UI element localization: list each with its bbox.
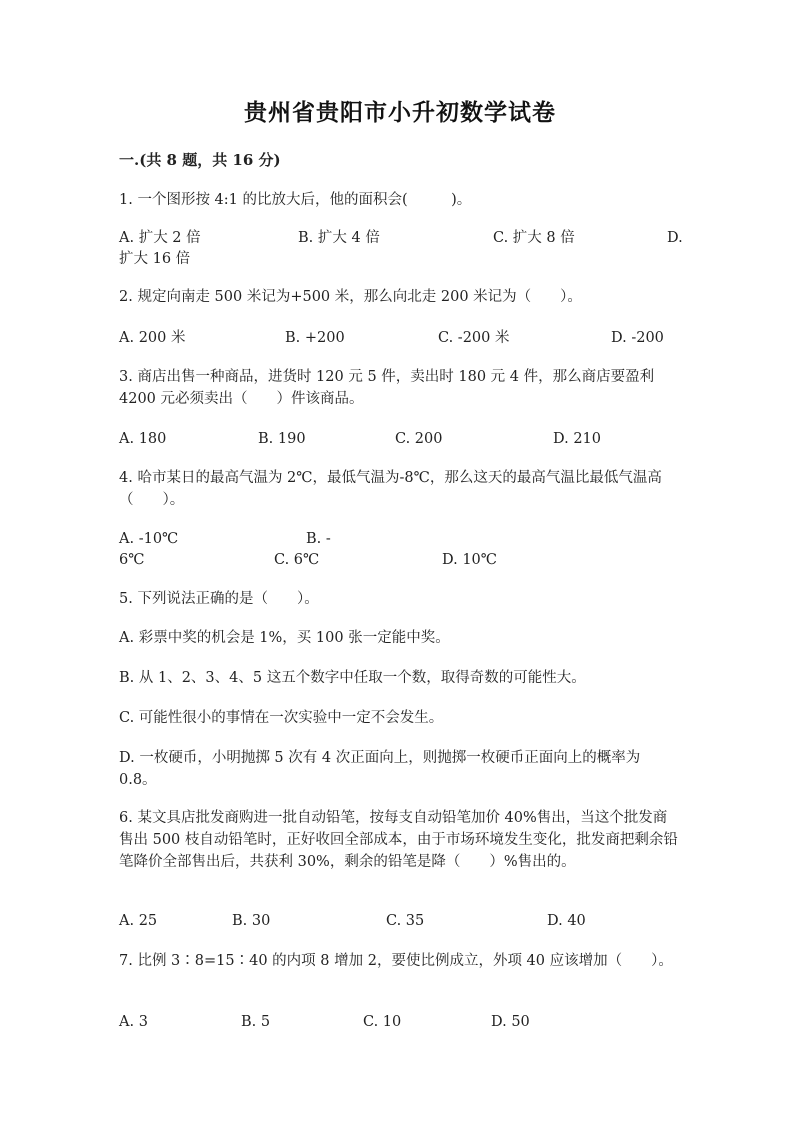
question-7-option-c: C. 10 [363, 1014, 402, 1030]
question-7-option-d: D. 50 [491, 1014, 530, 1030]
question-3-option-d: D. 210 [553, 431, 602, 447]
question-7-option-a: A. 3 [119, 1014, 148, 1030]
question-1-option-b: B. 扩大 4 倍 [298, 230, 380, 246]
section-header: 一.(共 8 题，共 16 分) [119, 151, 281, 169]
question-2-option-a: A. 200 米 [119, 330, 186, 346]
question-2-option-d: D. -200 [611, 330, 664, 346]
question-3-option-c: C. 200 [395, 431, 443, 447]
question-1-option-c: C. 扩大 8 倍 [493, 230, 575, 246]
question-5-option-c: C. 可能性很小的事情在一次实验中一定不会发生。 [119, 710, 444, 726]
question-5-option-d: D. 一枚硬币，小明抛掷 5 次有 4 次正面向上，则抛掷一枚硬币正面向上的概率为 0.8。 [119, 750, 641, 788]
question-6-option-b: B. 30 [232, 913, 271, 929]
question-5-option-a: A. 彩票中奖的机会是 1%，买 100 张一定能中奖。 [119, 630, 450, 646]
question-7-stem: 7. 比例 3∶8=15∶40 的内项 8 增加 2，要使比例成立，外项 40 应该增加（ ）。 [119, 953, 673, 969]
question-3-option-a: A. 180 [119, 431, 167, 447]
question-4-option-d: D. 10℃ [442, 552, 497, 568]
question-6-option-d: D. 40 [547, 913, 586, 929]
question-5-option-b: B. 从 1、2、3、4、5 这五个数字中任取一个数，取得奇数的可能性大。 [119, 670, 586, 686]
question-4-option-b: B. - [306, 531, 331, 547]
question-1-option-d-text: 扩大 16 倍 [119, 251, 191, 267]
question-4-stem: 4. 哈市某日的最高气温为 2℃，最低气温为-8℃，那么这天的最高气温比最低气温高（ ）。 [119, 470, 662, 508]
question-2-option-c: C. -200 米 [438, 330, 510, 346]
question-4-option-b-text: 6℃ [119, 552, 145, 568]
question-1-stem: 1. 一个图形按 4:1 的比放大后，他的面积会( )。 [119, 192, 472, 208]
exam-title: 贵州省贵阳市小升初数学试卷 [244, 99, 556, 126]
question-3-stem: 3. 商店出售一种商品，进货时 120 元 5 件，卖出时 180 元 4 件，那么商店要盈利 4200 元必须卖出（ ）件该商品。 [119, 369, 655, 407]
question-1-option-a: A. 扩大 2 倍 [119, 230, 201, 246]
question-4-option-a: A. -10℃ [119, 531, 179, 547]
question-3-option-b: B. 190 [258, 431, 306, 447]
question-6-option-a: A. 25 [119, 913, 158, 929]
question-4-option-c: C. 6℃ [274, 552, 320, 568]
question-2-option-b: B. +200 [285, 330, 345, 346]
question-5-stem: 5. 下列说法正确的是（ ）。 [119, 591, 319, 607]
question-1-option-d: D. [667, 230, 683, 246]
question-6-option-c: C. 35 [386, 913, 425, 929]
question-6-stem: 6. 某文具店批发商购进一批自动铅笔，按每支自动铅笔加价 40%售出，当这个批发商售出 500 枝自动铅笔时，正好收回全部成本，由于市场环境发生变化，批发商把剩余铅笔降价全部售出后，共获利 30%，剩余的铅笔是降（ ）%售出的。 [119, 810, 678, 870]
question-7-option-b: B. 5 [241, 1014, 271, 1030]
question-2-stem: 2. 规定向南走 500 米记为+500 米，那么向北走 200 米记为（ ）。 [119, 289, 582, 305]
